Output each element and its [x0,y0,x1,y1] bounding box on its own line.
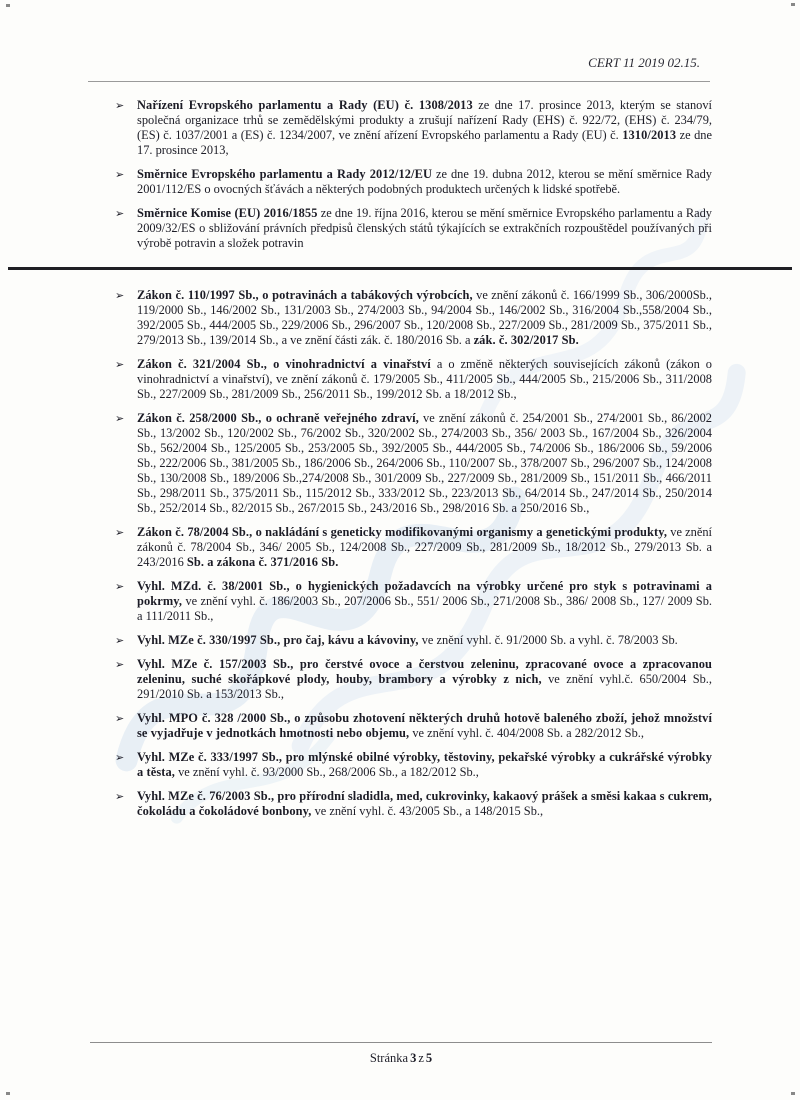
bullet-arrow-icon: ➢ [115,712,125,725]
list-item [115,750,712,780]
footer-rule [90,1042,712,1043]
bullet-arrow-icon: ➢ [115,168,125,181]
list-item-text: Vyhl. MZe č. 330/1997 Sb., pro čaj, kávu a kávoviny, ve znění vyhl. č. 91/2000 Sb. a vyhl. č. 78/2003 Sb. [137,633,678,647]
list-item-text: Směrnice Evropského parlamentu a Rady 2012/12/EU ze dne 19. dubna 2012, kterou se mění směrnice Rady 2001/112/ES o ovocných šťávách a některých podobných produktech určených k lidské spotřebě. [137,167,712,196]
footer-of: z [418,1051,424,1065]
page-footer [0,1042,800,1066]
list-item-text: Vyhl. MZd. č. 38/2001 Sb., o hygienických požadavcích na výrobky určené pro styk s potravinami a pokrmy, ve znění vyhl. č. 186/2003 Sb., 207/2006 Sb., 551/ 2006 Sb., 271/2008 Sb., 386/ 2008 Sb., 127/ 2009 Sb. a 111/2011 Sb., [137,579,712,623]
header-rule [88,81,710,82]
bullet-arrow-icon: ➢ [115,634,125,647]
list-item [115,206,712,251]
bullet-arrow-icon: ➢ [115,289,125,302]
list-item [115,288,712,348]
bullet-arrow-icon: ➢ [115,658,125,671]
bullet-arrow-icon: ➢ [115,526,125,539]
bullet-arrow-icon: ➢ [115,99,125,112]
list-item [115,411,712,516]
document-ref: CERT 11 2019 02.15. [588,55,700,70]
list-item-text: Vyhl. MZe č. 76/2003 Sb., pro přírodní sladidla, med, cukrovinky, kakaový prášek a směsi kakaa s cukrem, čokoládu a čokoládové bonbony, ve znění vyhl. č. 43/2005 Sb., a 148/2015 Sb., [137,789,712,818]
list-item-text: Zákon č. 321/2004 Sb., o vinohradnictví a vinařství a o změně některých souvisejících zákonů (zákon o vinohradnictví a vinařství), ve znění zákonů č. 179/2005 Sb., 411/2005 Sb., 444/2005 Sb., 215/2006 Sb., 311/2008 Sb., 227/2009 Sb., 281/2009 Sb., 256/2011 Sb., 199/2012 Sb. a 18/2012 Sb., [137,357,712,401]
list-item-text: Zákon č. 110/1997 Sb., o potravinách a tabákových výrobcích, ve znění zákonů č. 166/1999 Sb., 306/2000Sb., 119/2000 Sb., 146/2002 Sb., 131/2003 Sb., 274/2003 Sb., 94/2004 Sb., 146/2002 Sb., 316/2004 Sb.,558/2004 Sb., 392/2005 Sb., 444/2005 Sb., 229/2006 Sb., 296/2007 Sb., 120/2008 Sb., 227/2009 Sb., 281/2009 Sb., 375/2011 Sb., 279/2013 Sb., 139/2014 Sb., a ve znění části zák. č. 180/2016 Sb. a zák. č. 302/2017 Sb. [137,288,712,347]
list-item [115,167,712,197]
footer-current-page: 3 [410,1051,417,1065]
section-eu-legislation [115,98,712,251]
section-national-legislation [115,288,712,819]
list-item-text: Nařízení Evropského parlamentu a Rady (EU) č. 1308/2013 ze dne 17. prosince 2013, kterým se stanoví společná organizace trhů se zemědělskými produkty a zrušují nařízení Rady (EHS) č. 922/72, (EHS) č. 234/79, (ES) č. 1037/2001 a (ES) č. 1234/2007, ve znění ařízení Evropského parlamentu a Rady (EU) č. 1310/2013 ze dne 17. prosince 2013, [137,98,712,157]
list-item [115,579,712,624]
list-item [115,711,712,741]
list-item [115,789,712,819]
list-item-text: Směrnice Komise (EU) 2016/1855 ze dne 19. října 2016, kterou se mění směrnice Evropského parlamentu a Rady 2009/32/ES o sbližování právních předpisů členských států týkajících se extrakčních rozpouštědel používaných při výrobě potravin a složek potravin [137,206,712,250]
bullet-arrow-icon: ➢ [115,207,125,220]
bullet-arrow-icon: ➢ [115,751,125,764]
bullet-arrow-icon: ➢ [115,790,125,803]
page-number [0,1051,800,1066]
list-item [115,525,712,570]
bullet-arrow-icon: ➢ [115,412,125,425]
list-item-text: Vyhl. MPO č. 328 /2000 Sb., o způsobu zhotovení některých druhů hotově baleného zboží, jehož množství se vyjadřuje v jednotkách hmotnosti nebo objemu, ve znění vyhl. č. 404/2008 Sb. a 282/2012 Sb., [137,711,712,740]
scan-corner-mark [791,1092,795,1095]
bullet-arrow-icon: ➢ [115,358,125,371]
bullet-arrow-icon: ➢ [115,580,125,593]
scan-corner-mark [6,1092,10,1095]
list-item [115,657,712,702]
list-item-text: Vyhl. MZe č. 157/2003 Sb., pro čerstvé ovoce a čerstvou zeleninu, zpracované ovoce a zpracovanou zeleninu, suché skořápkové plody, houby, brambory a výrobky z nich, ve znění vyhl.č. 650/2004 Sb., 291/2010 Sb. a 153/2013 Sb., [137,657,712,701]
document-header [115,55,712,71]
list-item [115,633,712,648]
footer-total-pages: 5 [425,1051,433,1065]
list-item [115,98,712,158]
footer-prefix: Stránka [369,1051,409,1065]
list-item-text: Zákon č. 78/2004 Sb., o nakládání s geneticky modifikovanými organismy a genetickými produkty, ve znění zákonů č. 78/2004 Sb., 346/ 2005 Sb., 124/2008 Sb., 227/2009 Sb., 281/2009 Sb., 18/2012 Sb., 279/2013 Sb. a 243/2016 Sb. a zákona č. 371/2016 Sb. [137,525,712,569]
section-divider [8,267,792,270]
list-item-text: Zákon č. 258/2000 Sb., o ochraně veřejného zdraví, ve znění zákonů č. 254/2001 Sb., 274/2001 Sb., 86/2002 Sb., 13/2002 Sb., 120/2002 Sb., 76/2002 Sb., 320/2002 Sb., 274/2003 Sb., 356/ 2003 Sb., 167/2004 Sb., 326/2004 Sb., 562/2004 Sb., 125/2005 Sb., 253/2005 Sb., 392/2005 Sb., 444/2005 Sb., 74/2006 Sb., 186/2006 Sb., 59/2006 Sb., 222/2006 Sb., 381/2005 Sb., 186/2006 Sb., 264/2006 Sb., 110/2007 Sb., 378/2007 Sb., 296/2007 Sb., 124/2008 Sb., 130/2008 Sb., 189/2006 Sb.,274/2008 Sb., 301/2009 Sb., 227/2009 Sb., 281/2009 Sb., 151/2011 Sb., 466/2011 Sb., 298/2011 Sb., 375/2011 Sb., 115/2012 Sb., 333/2012 Sb., 223/2013 Sb., 64/2014 Sb., 247/2014 Sb., 250/2014 Sb., 252/2014 Sb., 82/2015 Sb., 267/2015 Sb., 243/2016 Sb., 298/2016 Sb. a 250/2016 Sb., [137,411,712,515]
list-item [115,357,712,402]
list-item-text: Vyhl. MZe č. 333/1997 Sb., pro mlýnské obilné výrobky, těstoviny, pekařské výrobky a cukrářské výrobky a těsta, ve znění vyhl. č. 93/2000 Sb., 268/2006 Sb., a 182/2012 Sb., [137,750,712,779]
